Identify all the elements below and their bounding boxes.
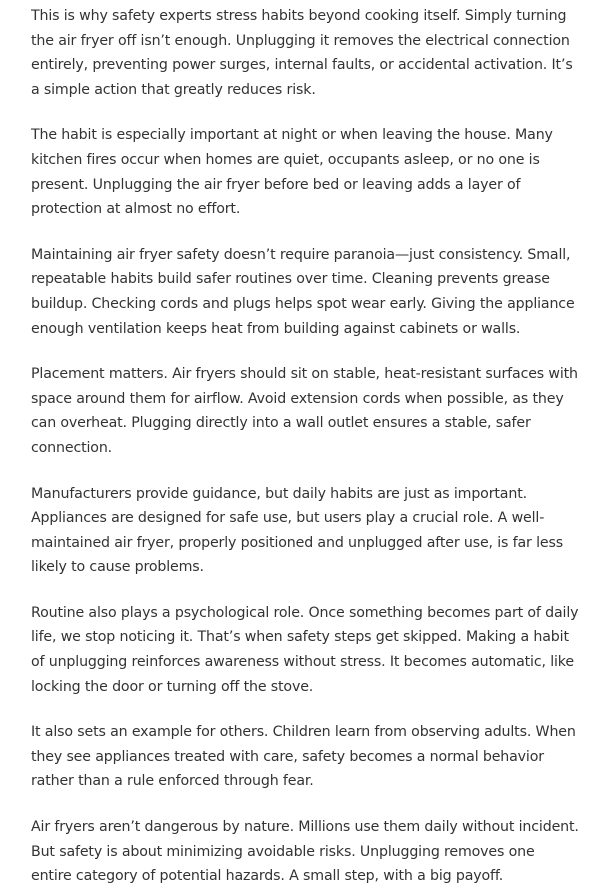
paragraph-unplug-rationale: This is why safety experts stress habits beyond cooking itself. Simply turning the air fryer off isn’t enough. Unplugging it removes the electrical connection entirely, preventing power surges, internal faults, or accidental activation. It’s a simple action that greatly reduces risk. (31, 8, 573, 98)
paragraph-night-habit: The habit is especially important at night or when leaving the house. Many kitchen fires occur when homes are quiet, occupants asleep, or no one is present. Unplugging the air fryer before bed or leaving adds a layer of protection at almost no effort. (31, 127, 553, 218)
paragraph-placement: Placement matters. Air fryers should sit on stable, heat-resistant surfaces with space around them for airflow. Avoid extension cords when possible, as they can overheat. Plugging directly into a wall outlet ensures a stable, safer connection. (31, 366, 578, 456)
paragraph-conclusion: Air fryers aren’t dangerous by nature. Millions use them daily without incident. But safety is about minimizing avoidable risks. Unplugging removes one entire category of potential hazards. A small step, with a big payoff. (31, 819, 579, 885)
paragraph-consistency: Maintaining air fryer safety doesn’t require paranoia—just consistency. Small, repeatable habits build safer routines over time. Cleaning prevents grease buildup. Checking cords and plugs helps spot wear early. Giving the appliance enough ventilation keeps heat from building against cabinets or walls. (31, 246, 575, 337)
paragraph-manufacturer-guidance: Manufacturers provide guidance, but daily habits are just as important. Appliances are designed for safe use, but users play a crucial role. A well-maintained air fryer, properly positioned and unplugged after use, is far less likely to cause problems. (31, 485, 563, 576)
paragraph-routine-psychology: Routine also plays a psychological role. Once something becomes part of daily life, we stop noticing it. That’s when safety steps get skipped. Making a habit of unplugging reinforces awareness without stress. It becomes automatic, like locking the door or turning off the stove. (31, 604, 579, 695)
paragraph-example-for-others: It also sets an example for others. Children learn from observing adults. When they see appliances treated with care, safety becomes a normal behavior rather than a rule enforced through fear. (31, 724, 576, 790)
